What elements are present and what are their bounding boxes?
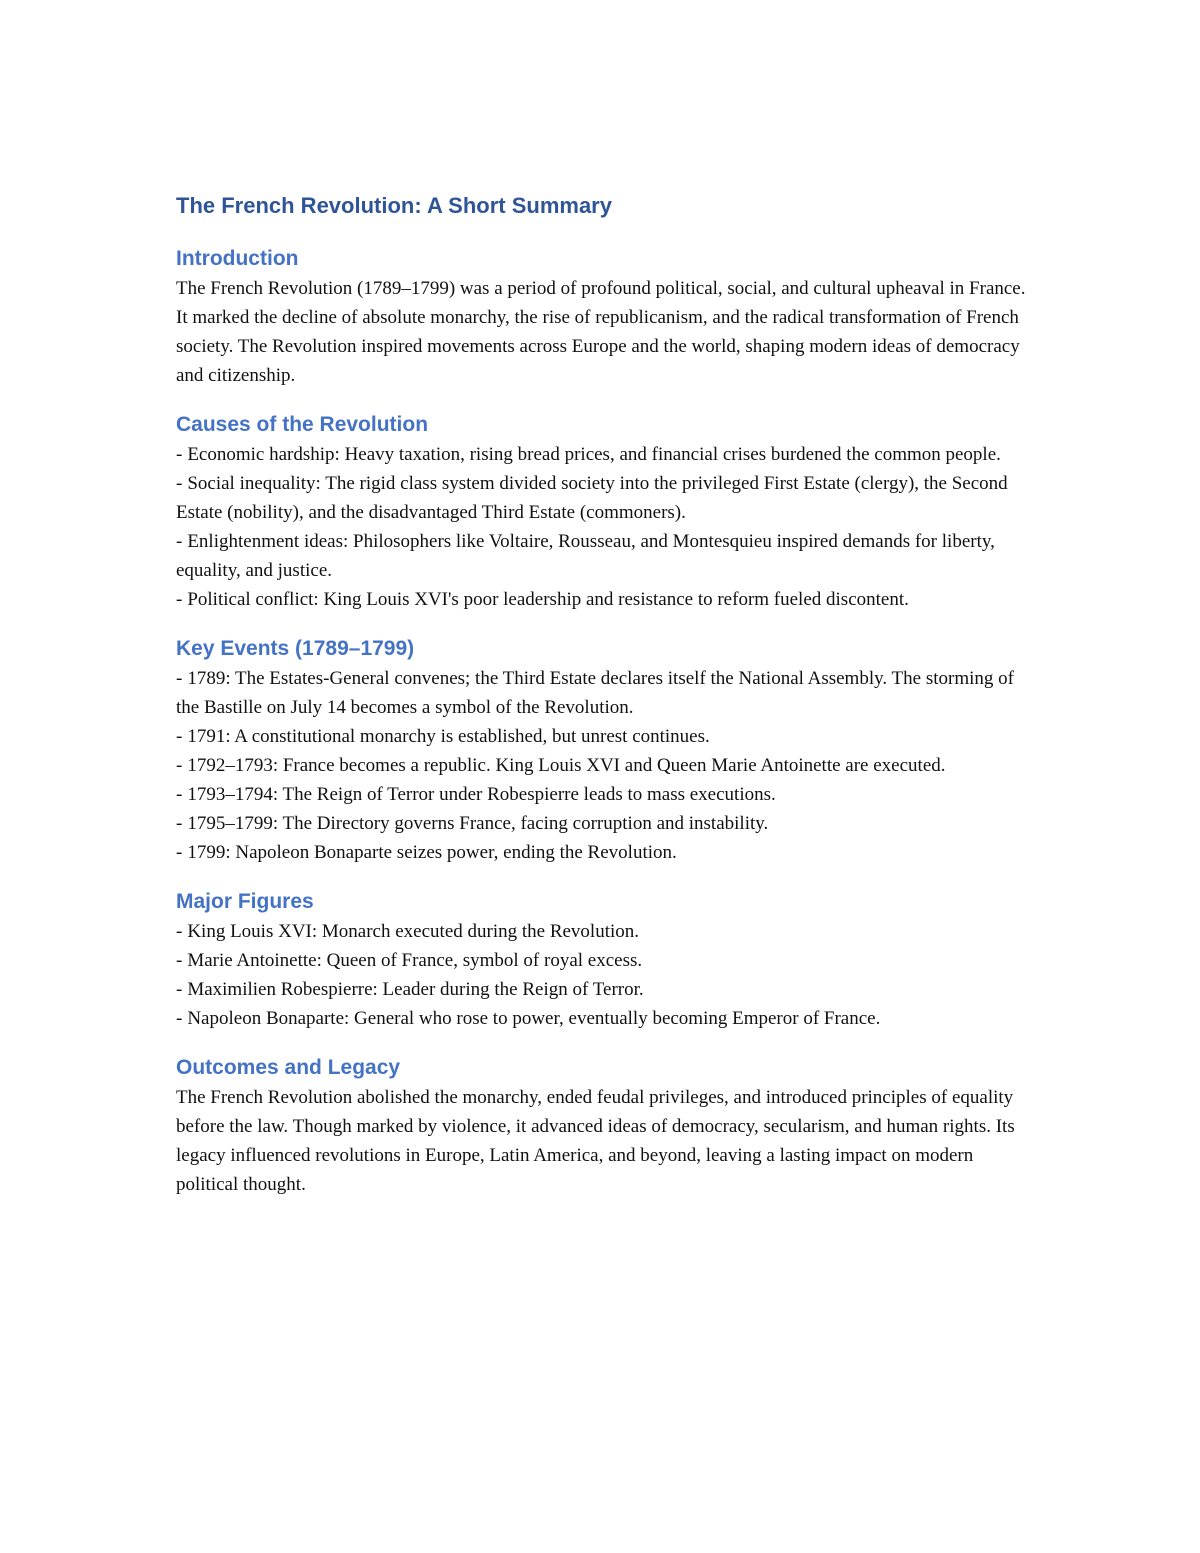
section-heading: Major Figures	[176, 890, 314, 913]
section-introduction	[176, 244, 1036, 390]
bullet-dash: -	[176, 668, 183, 689]
section-heading: Key Events (1789–1799)	[176, 637, 415, 660]
section-major-figures	[176, 887, 1036, 1033]
list-item: - Political conflict: King Louis XVI's poor leadership and resistance to reform fueled discontent.	[176, 589, 909, 610]
section-key-events	[176, 634, 1036, 867]
bullet-dash: -	[176, 979, 183, 1000]
bullet-dash: -	[176, 473, 183, 494]
events-list	[176, 664, 1036, 867]
section-heading: Introduction	[176, 247, 299, 270]
list-item: - Social inequality: The rigid class system divided society into the privileged First Estate (clergy), the Second Estate (nobility), and the disadvantaged Third Estate (commoners).	[176, 473, 1008, 523]
bullet-dash: -	[176, 842, 183, 863]
list-item: - 1793–1794: The Reign of Terror under Robespierre leads to mass executions.	[176, 784, 776, 805]
list-item: - Maximilien Robespierre: Leader during the Reign of Terror.	[176, 979, 644, 1000]
list-item: - 1795–1799: The Directory governs France, facing corruption and instability.	[176, 813, 769, 834]
document-title: The French Revolution: A Short Summary	[176, 193, 612, 218]
section-heading: Causes of the Revolution	[176, 413, 429, 436]
bullet-dash: -	[176, 813, 183, 834]
causes-list	[176, 440, 1036, 614]
section-outcomes-legacy	[176, 1053, 1036, 1199]
section-paragraph: The French Revolution abolished the monarchy, ended feudal privileges, and introduced principles of equality before the law. Though marked by violence, it advanced ideas of democracy, secularism, and human rights. Its legacy influenced revolutions in Europe, Latin America, and beyond, leaving a lasting impact on modern political thought.	[176, 1087, 1015, 1195]
list-item: - Napoleon Bonaparte: General who rose to power, eventually becoming Emperor of France.	[176, 1008, 881, 1029]
list-item: - Economic hardship: Heavy taxation, rising bread prices, and financial crises burdened the common people.	[176, 444, 1001, 465]
bullet-dash: -	[176, 921, 183, 942]
list-item: - 1792–1793: France becomes a republic. King Louis XVI and Queen Marie Antoinette are executed.	[176, 755, 946, 776]
bullet-dash: -	[176, 726, 183, 747]
bullet-dash: -	[176, 755, 183, 776]
bullet-dash: -	[176, 444, 183, 465]
bullet-dash: -	[176, 784, 183, 805]
list-item: - 1799: Napoleon Bonaparte seizes power, ending the Revolution.	[176, 842, 677, 863]
bullet-dash: -	[176, 531, 183, 552]
list-item: - Enlightenment ideas: Philosophers like Voltaire, Rousseau, and Montesquieu inspired demands for liberty, equality, and justice.	[176, 531, 995, 581]
list-item: - Marie Antoinette: Queen of France, symbol of royal excess.	[176, 950, 643, 971]
section-causes	[176, 410, 1036, 614]
bullet-dash: -	[176, 950, 183, 971]
document-page	[176, 190, 1036, 1219]
section-paragraph: The French Revolution (1789–1799) was a period of profound political, social, and cultural upheaval in France. It marked the decline of absolute monarchy, the rise of republicanism, and the radical transformation of French society. The Revolution inspired movements across Europe and the world, shaping modern ideas of democracy and citizenship.	[176, 278, 1026, 386]
list-item: - 1789: The Estates-General convenes; the Third Estate declares itself the National Assembly. The storming of the Bastille on July 14 becomes a symbol of the Revolution.	[176, 668, 1014, 718]
figures-list	[176, 917, 1036, 1033]
bullet-dash: -	[176, 1008, 183, 1029]
section-heading: Outcomes and Legacy	[176, 1056, 401, 1079]
list-item: - 1791: A constitutional monarchy is established, but unrest continues.	[176, 726, 710, 747]
list-item: - King Louis XVI: Monarch executed during the Revolution.	[176, 921, 640, 942]
bullet-dash: -	[176, 589, 183, 610]
